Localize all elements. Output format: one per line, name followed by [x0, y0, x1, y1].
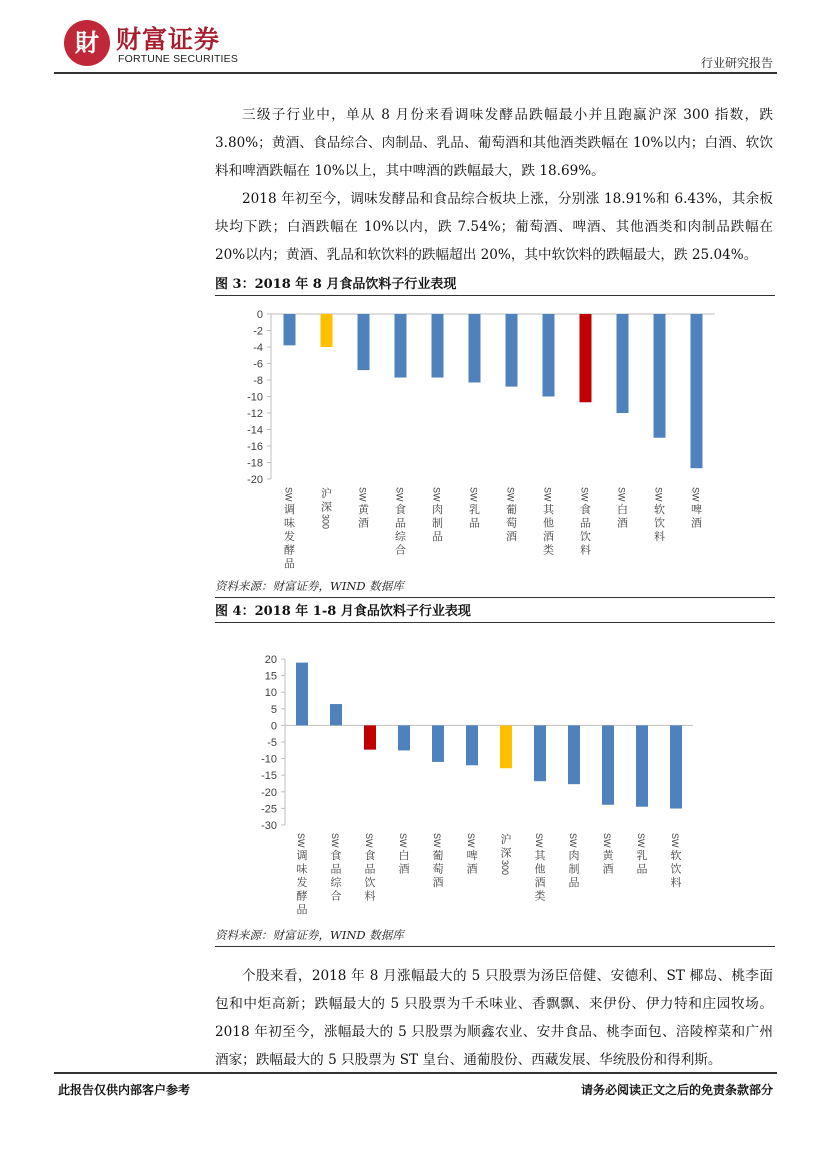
svg-text:萄: 萄 [432, 862, 444, 876]
chart-bar [617, 314, 629, 413]
chart-bar [321, 314, 333, 347]
svg-text:酒: 酒 [534, 876, 546, 889]
svg-text:类: 类 [543, 543, 554, 557]
svg-text:肉: 肉 [432, 503, 443, 516]
y-tick-label: -18 [247, 457, 263, 470]
svg-text:SW: SW [330, 833, 340, 848]
svg-text:300: 300 [500, 860, 510, 876]
y-tick-label: -10 [247, 391, 263, 404]
svg-text:300: 300 [320, 514, 331, 530]
svg-text:SW: SW [357, 487, 368, 502]
x-category-label [432, 833, 444, 889]
fortune-securities-logo [64, 18, 244, 70]
chart-bar [432, 314, 444, 378]
paragraph-3 [215, 962, 773, 1074]
chart-bar [534, 725, 546, 781]
x-category-label [395, 487, 408, 557]
figure-4-chart [215, 645, 775, 916]
svg-text:品: 品 [296, 903, 308, 916]
chart-bar [469, 314, 481, 382]
footer-disclaimer-right: 请务必阅读正文之后的免责条款部分 [580, 1083, 773, 1097]
svg-text:品: 品 [636, 862, 648, 876]
svg-text:他: 他 [534, 862, 546, 876]
figure-4-source: 资料来源：财富证券，WIND 数据库 [215, 927, 775, 947]
svg-text:SW: SW [602, 833, 612, 848]
y-tick-label: -10 [261, 753, 277, 766]
chart-bar [654, 314, 666, 438]
svg-text:料: 料 [580, 543, 591, 557]
svg-text:酒: 酒 [358, 516, 369, 530]
x-category-label [398, 833, 410, 876]
svg-text:食: 食 [395, 503, 406, 516]
svg-text:乳: 乳 [469, 503, 480, 516]
svg-text:酵: 酵 [284, 543, 295, 557]
svg-text:发: 发 [296, 876, 308, 889]
svg-text:料: 料 [364, 889, 376, 903]
chart-bar [432, 725, 444, 762]
svg-text:合: 合 [395, 543, 406, 557]
svg-text:料: 料 [670, 876, 682, 889]
svg-text:深: 深 [500, 846, 512, 860]
svg-text:酒: 酒 [602, 862, 614, 876]
figure-3-chart [215, 300, 775, 570]
y-tick-label: -12 [247, 408, 263, 420]
chart-bar [398, 725, 410, 750]
svg-text:合: 合 [330, 889, 342, 903]
svg-text:SW: SW [394, 487, 405, 502]
logo-chinese-name: 财富证券 [116, 25, 221, 54]
y-tick-label: 10 [264, 687, 277, 700]
figure-3-title: 图 3：2018 年 8 月食品饮料子行业表现 [215, 273, 775, 296]
chart-bar [364, 725, 376, 749]
chart-bar [602, 725, 614, 804]
svg-text:其: 其 [534, 849, 546, 862]
svg-text:品: 品 [364, 862, 376, 876]
x-category-label [654, 487, 666, 543]
chart-bar [466, 725, 478, 765]
x-category-label [500, 832, 512, 875]
svg-text:深: 深 [321, 500, 332, 514]
svg-text:酒: 酒 [691, 516, 702, 530]
svg-text:SW: SW [542, 487, 553, 502]
svg-text:沪: 沪 [321, 487, 332, 500]
y-tick-label: -30 [261, 820, 277, 832]
x-category-label [670, 833, 682, 889]
x-category-label [284, 487, 296, 570]
logo-english-name: FORTUNE SECURITIES [118, 53, 239, 65]
chart-bar [296, 663, 308, 726]
chart-bar [330, 704, 342, 725]
figure-3-svg [215, 300, 775, 570]
chart-bar [506, 314, 518, 387]
header-divider [54, 72, 777, 74]
svg-text:食: 食 [364, 849, 376, 862]
y-tick-label: -20 [247, 474, 263, 486]
svg-text:其: 其 [543, 503, 554, 516]
paragraph-1-text: 三级子行业中，单从 8 月份来看调味发酵品跌幅最小并且跑赢沪深 300 指数，跌 3.80%；黄酒、食品综合、肉制品、乳品、葡萄酒和其他酒类跌幅在 10%以内；白酒、软饮料和啤酒跌幅在 10%以上，其中啤酒的跌幅最大，跌 18.69%。 [215, 107, 773, 179]
svg-text:饮: 饮 [670, 862, 682, 876]
y-tick-label: 0 [256, 309, 263, 321]
x-category-label [636, 833, 648, 876]
svg-text:黄: 黄 [358, 503, 369, 516]
svg-text:品: 品 [330, 862, 342, 876]
svg-text:品: 品 [580, 516, 591, 530]
x-category-label [330, 833, 343, 903]
svg-text:啤: 啤 [466, 849, 478, 862]
svg-text:发: 发 [284, 530, 295, 543]
y-tick-label: -25 [261, 803, 277, 816]
y-tick-label: -14 [247, 424, 263, 437]
report-type-label: 行业研究报告 [700, 56, 773, 70]
svg-text:萄: 萄 [506, 516, 517, 530]
svg-text:酵: 酵 [296, 889, 308, 903]
svg-text:SW: SW [670, 833, 680, 848]
x-category-label [543, 487, 556, 557]
svg-text:酒: 酒 [398, 862, 410, 876]
svg-text:SW: SW [296, 833, 306, 848]
chart-bar [395, 314, 407, 378]
svg-text:SW: SW [364, 833, 374, 848]
svg-text:SW: SW [653, 487, 664, 502]
svg-text:调: 调 [284, 503, 295, 516]
svg-text:葡: 葡 [506, 503, 517, 516]
svg-text:沪: 沪 [500, 833, 512, 846]
svg-text:SW: SW [432, 833, 442, 848]
footer-divider [54, 1072, 777, 1074]
svg-text:酒: 酒 [466, 862, 478, 876]
svg-text:他: 他 [543, 516, 554, 530]
svg-text:类: 类 [534, 889, 546, 903]
y-tick-label: -8 [253, 375, 263, 387]
x-category-label [321, 486, 333, 529]
svg-text:啤: 啤 [691, 503, 702, 516]
svg-text:SW: SW [505, 487, 516, 502]
y-tick-label: 5 [270, 703, 277, 716]
svg-text:品: 品 [284, 557, 295, 570]
svg-text:SW: SW [568, 833, 578, 848]
svg-text:综: 综 [330, 876, 342, 889]
chart-bar [568, 725, 580, 784]
x-category-label [469, 487, 481, 530]
svg-text:综: 综 [395, 530, 406, 543]
svg-text:SW: SW [616, 487, 627, 502]
svg-text:食: 食 [330, 849, 342, 862]
x-category-label [466, 833, 478, 876]
footer-disclaimer-left: 此报告仅供内部客户参考 [58, 1083, 191, 1097]
x-category-label [691, 487, 703, 530]
chart-bar [358, 314, 370, 370]
y-tick-label: -4 [253, 342, 263, 354]
figure-4-title: 图 4：2018 年 1-8 月食品饮料子行业表现 [215, 600, 775, 623]
svg-text:黄: 黄 [602, 849, 614, 862]
svg-text:酒: 酒 [506, 530, 517, 543]
x-category-label [506, 487, 518, 543]
x-category-label [432, 487, 444, 543]
svg-text:饮: 饮 [654, 516, 665, 530]
x-category-label [358, 487, 371, 530]
y-tick-label: 15 [264, 670, 277, 683]
y-tick-label: -2 [253, 325, 263, 338]
chart-bar [636, 725, 648, 806]
svg-text:食: 食 [580, 503, 591, 516]
chart-bar [543, 314, 555, 397]
svg-text:肉: 肉 [568, 849, 580, 862]
svg-text:软: 软 [670, 849, 682, 862]
y-tick-label: -15 [261, 770, 277, 783]
chart-bar [670, 725, 682, 808]
svg-text:SW: SW [534, 833, 544, 848]
svg-text:白: 白 [398, 849, 410, 862]
svg-text:味: 味 [284, 516, 295, 530]
svg-text:制: 制 [432, 516, 443, 530]
svg-text:SW: SW [466, 833, 476, 848]
svg-text:SW: SW [690, 487, 701, 502]
svg-text:品: 品 [568, 876, 580, 889]
y-tick-label: 20 [264, 654, 277, 666]
chart-bar [284, 314, 296, 345]
x-category-label [568, 833, 580, 889]
x-category-label [617, 487, 629, 530]
x-category-label [580, 487, 592, 557]
figure-3-source: 资料来源：财富证券，WIND 数据库 [215, 578, 775, 598]
svg-text:SW: SW [636, 833, 646, 848]
y-tick-label: -20 [261, 786, 277, 799]
svg-text:SW: SW [579, 487, 590, 502]
svg-text:酒: 酒 [617, 516, 628, 530]
logo-emblem-icon: 財 [64, 20, 110, 66]
svg-text:酒: 酒 [432, 876, 444, 889]
y-tick-label: -16 [247, 441, 263, 453]
paragraph-3-text: 个股来看，2018 年 8 月涨幅最大的 5 只股票为汤臣倍健、安德利、ST 椰岛、桃李面包和中炬高新；跌幅最大的 5 只股票为千禾味业、香飘飘、来伊份、伊力特和庄园牧场。2018 年初至今，涨幅最大的 5 只股票为顺鑫农业、安井食品、桃李面包、涪陵榨菜和广州酒家；跌幅最大的 5 只股票为 ST 皇台、通葡股份、西藏发展、华统股份和得利斯。 [215, 968, 773, 1068]
svg-text:SW: SW [431, 487, 442, 502]
svg-text:调: 调 [296, 849, 308, 862]
paragraph-1 [215, 101, 773, 185]
chart-bar [580, 314, 592, 402]
svg-text:味: 味 [296, 862, 308, 876]
paragraph-2-text: 2018 年初至今，调味发酵品和食品综合板块上涨，分别涨 18.91%和 6.43%，其余板块均下跌；白酒跌幅在 10%以内，跌 7.54%；葡萄酒、啤酒、其他酒类和肉制品跌幅在 20%以内；黄酒、乳品和软饮料的跌幅超出 20%，其中软饮料的跌幅最大，跌 25.04%。 [215, 191, 773, 263]
svg-text:SW: SW [283, 487, 294, 502]
figure-4-svg [215, 645, 775, 916]
svg-text:酒: 酒 [543, 530, 554, 543]
y-tick-label: 0 [270, 720, 277, 733]
svg-text:品: 品 [469, 516, 480, 530]
svg-text:葡: 葡 [432, 849, 444, 862]
x-category-label [534, 833, 547, 903]
paragraph-2 [215, 185, 773, 269]
svg-text:软: 软 [654, 503, 665, 516]
svg-text:制: 制 [568, 862, 580, 876]
svg-text:饮: 饮 [364, 876, 376, 889]
chart-bar [691, 314, 703, 468]
svg-text:白: 白 [617, 503, 628, 516]
svg-text:SW: SW [398, 833, 408, 848]
x-category-label [602, 833, 615, 876]
x-category-label [296, 833, 308, 916]
x-category-label [364, 833, 376, 903]
svg-text:SW: SW [468, 487, 479, 502]
svg-text:品: 品 [395, 516, 406, 530]
y-tick-label: -6 [253, 358, 263, 371]
y-tick-label: -5 [267, 737, 277, 749]
svg-text:品: 品 [432, 530, 443, 543]
svg-text:乳: 乳 [636, 849, 648, 862]
chart-bar [500, 725, 512, 768]
svg-text:料: 料 [654, 530, 665, 543]
svg-text:饮: 饮 [580, 530, 591, 543]
